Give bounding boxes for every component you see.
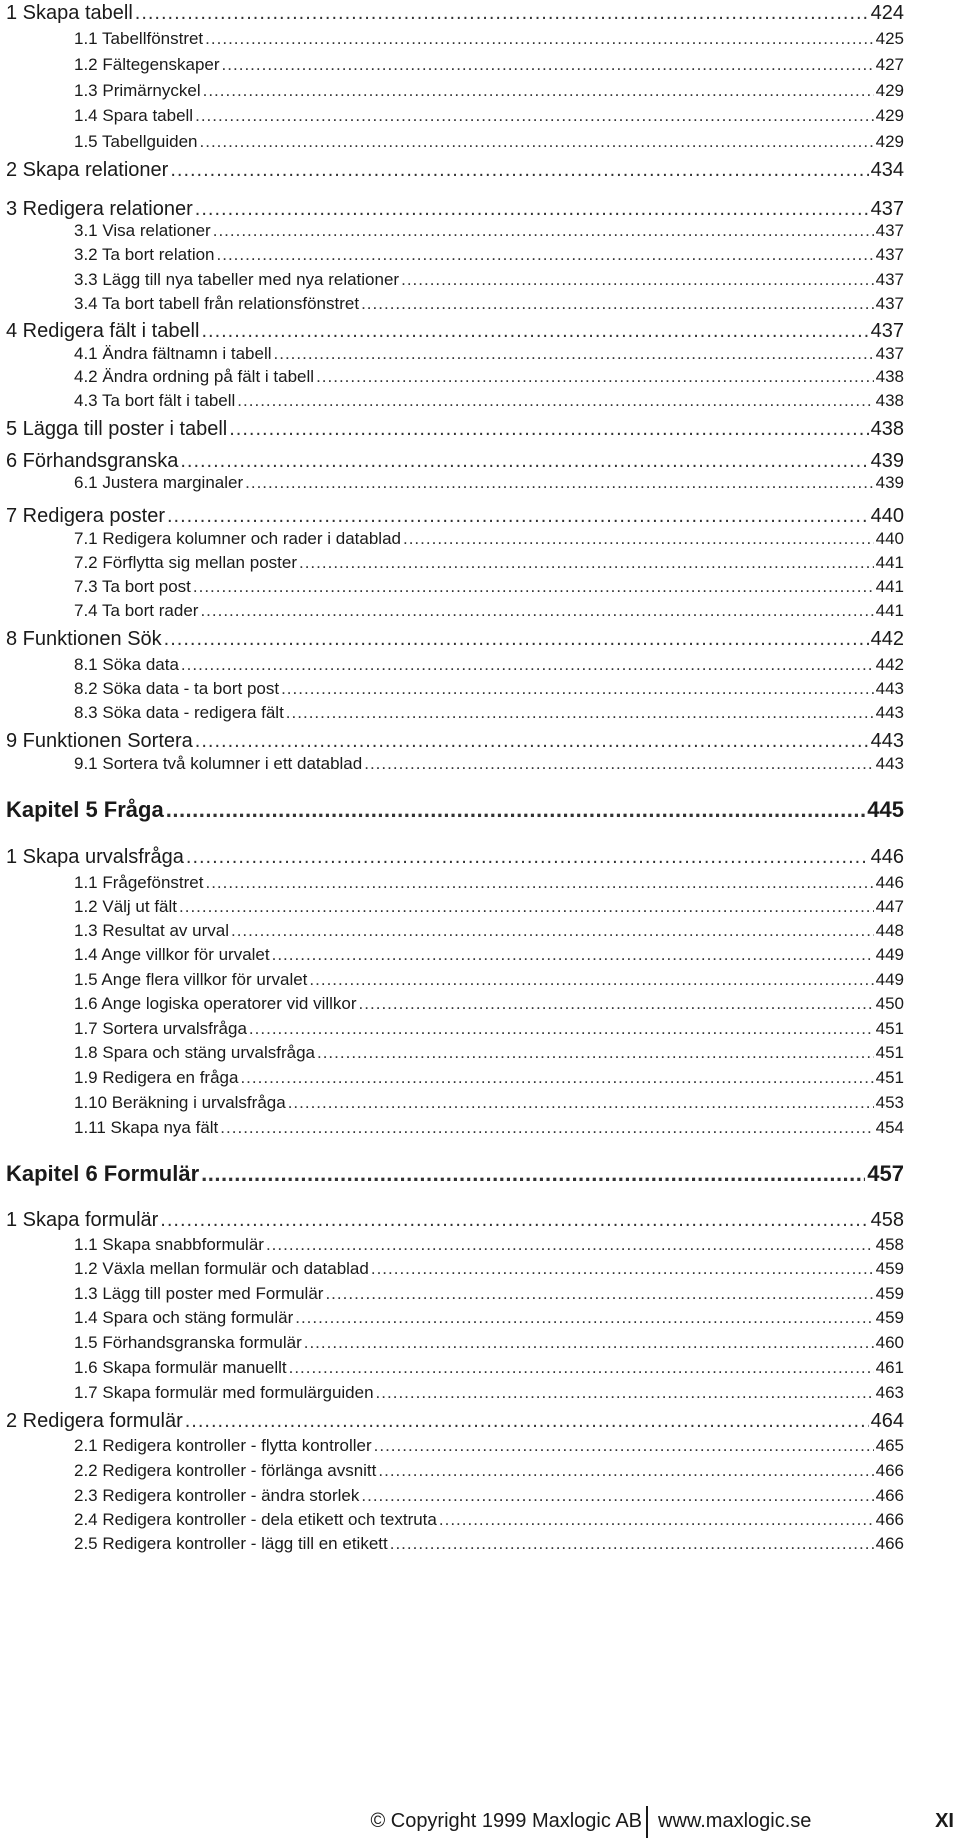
dot-leader xyxy=(195,731,869,751)
copyright-text: © Copyright 1999 Maxlogic AB xyxy=(370,1810,642,1832)
toc-entry-title: 4.1 Ändra fältnamn i tabell xyxy=(74,344,272,363)
dot-leader xyxy=(181,656,874,673)
toc-entry-page: 453 xyxy=(875,1093,904,1112)
toc-subsection[interactable] xyxy=(74,898,904,915)
toc-entry-page: 461 xyxy=(875,1358,904,1377)
toc-entry-title: 1.6 Skapa formulär manuellt xyxy=(74,1358,287,1377)
toc-entry-page: 449 xyxy=(875,945,904,964)
toc-entry-page: 458 xyxy=(875,1235,904,1254)
dot-leader xyxy=(374,1437,874,1454)
dot-leader xyxy=(167,506,869,526)
toc-entry-title: 8.3 Söka data - redigera fält xyxy=(74,703,284,722)
dot-leader xyxy=(217,246,874,263)
toc-entry-page: 446 xyxy=(875,873,904,892)
toc-entry-title: 2 Skapa relationer xyxy=(6,159,169,181)
toc-entry-page: 451 xyxy=(875,1068,904,1087)
toc-entry-page: 451 xyxy=(875,1043,904,1062)
toc-subsection[interactable] xyxy=(74,1462,904,1479)
toc-entry-page: 439 xyxy=(875,473,904,492)
toc-entry-title: 1.9 Redigera en fråga xyxy=(74,1068,239,1087)
toc-entry-title: 3 Redigera relationer xyxy=(6,198,193,220)
toc-subsection[interactable] xyxy=(74,1359,904,1376)
toc-subsection[interactable] xyxy=(74,222,904,239)
dot-leader xyxy=(180,451,868,471)
dot-leader xyxy=(245,474,873,491)
toc-entry-page: 465 xyxy=(875,1436,904,1455)
toc-entry-title: 1.7 Sortera urvalsfråga xyxy=(74,1019,247,1038)
toc-entry-title: 2.3 Redigera kontroller - ändra storlek xyxy=(74,1486,360,1505)
toc-subsection[interactable] xyxy=(74,246,904,263)
dot-leader xyxy=(289,1359,874,1376)
toc-entry-title: 6.1 Justera marginaler xyxy=(74,473,244,492)
toc-entry-page: 445 xyxy=(867,797,904,822)
dot-leader xyxy=(401,271,874,288)
toc-entry-title: 2.4 Redigera kontroller - dela etikett och textruta xyxy=(74,1510,437,1529)
dot-leader xyxy=(205,874,873,891)
dot-leader xyxy=(249,1020,874,1037)
toc-entry-title: 7.3 Ta bort post xyxy=(74,577,191,596)
toc-section[interactable] xyxy=(6,160,904,180)
toc-entry-page: 443 xyxy=(875,703,904,722)
toc-entry-page: 437 xyxy=(875,221,904,240)
toc-entry-page: 424 xyxy=(870,2,904,24)
toc-entry-title: 7 Redigera poster xyxy=(6,505,165,527)
toc-entry-page: 437 xyxy=(875,344,904,363)
toc-entry-title: 1.1 Frågefönstret xyxy=(74,873,204,892)
toc-subsection[interactable] xyxy=(74,656,904,673)
toc-subsection[interactable] xyxy=(74,874,904,891)
toc-entry-page: 449 xyxy=(875,970,904,989)
toc-subsection[interactable] xyxy=(74,1309,904,1326)
toc-entry-page: 443 xyxy=(870,730,904,752)
dot-leader xyxy=(359,995,874,1012)
toc-subsection[interactable] xyxy=(74,1384,904,1401)
toc-entry-page: 451 xyxy=(875,1019,904,1038)
toc-subsection[interactable] xyxy=(74,602,904,619)
toc-entry-page: 441 xyxy=(875,577,904,596)
toc-entry-page: 441 xyxy=(875,553,904,572)
toc-subsection[interactable] xyxy=(74,1236,904,1253)
dot-leader xyxy=(179,898,874,915)
toc-entry-page: 437 xyxy=(875,245,904,264)
toc-subsection[interactable] xyxy=(74,30,904,47)
dot-leader xyxy=(203,82,874,99)
toc-subsection[interactable] xyxy=(74,474,904,491)
toc-entry-page: 454 xyxy=(875,1118,904,1137)
dot-leader xyxy=(195,199,869,219)
dot-leader xyxy=(195,107,874,124)
website-link[interactable]: www.maxlogic.se xyxy=(658,1810,812,1832)
toc-subsection[interactable] xyxy=(74,1044,904,1061)
toc-entry-page: 440 xyxy=(870,505,904,527)
dot-leader xyxy=(193,578,874,595)
dot-leader xyxy=(439,1511,874,1528)
toc-entry-page: 459 xyxy=(875,1259,904,1278)
toc-entry-title: 8 Funktionen Sök xyxy=(6,628,162,650)
toc-entry-title: 2.5 Redigera kontroller - lägg till en etikett xyxy=(74,1534,388,1553)
toc-entry-page: 442 xyxy=(875,655,904,674)
toc-entry-page: 459 xyxy=(875,1308,904,1327)
toc-subsection[interactable] xyxy=(74,1069,904,1086)
dot-leader xyxy=(361,295,874,312)
toc-entry-page: 437 xyxy=(875,294,904,313)
dot-leader xyxy=(237,392,873,409)
dot-leader xyxy=(231,922,874,939)
toc-entry-title: 3.3 Lägg till nya tabeller med nya relationer xyxy=(74,270,400,289)
toc-subsection[interactable] xyxy=(74,922,904,939)
dot-leader xyxy=(371,1260,874,1277)
toc-entry-page: 459 xyxy=(875,1284,904,1303)
toc-entry-title: 1.10 Beräkning i urvalsfråga xyxy=(74,1093,286,1112)
toc-entry-title: 1.5 Ange flera villkor för urvalet xyxy=(74,970,308,989)
dot-leader xyxy=(309,971,873,988)
toc-entry-title: 1 Skapa tabell xyxy=(6,2,133,24)
toc-subsection[interactable] xyxy=(74,971,904,988)
toc-subsection[interactable] xyxy=(74,946,904,963)
toc-section[interactable] xyxy=(6,199,904,219)
toc-entry-title: 1.2 Växla mellan formulär och datablad xyxy=(74,1259,369,1278)
footer-divider xyxy=(646,1806,648,1838)
toc-entry-title: 7.4 Ta bort rader xyxy=(74,601,199,620)
toc-subsection[interactable] xyxy=(74,345,904,362)
dot-leader xyxy=(200,602,873,619)
dot-leader xyxy=(229,419,868,439)
dot-leader xyxy=(325,1285,873,1302)
toc-entry-title: 1.7 Skapa formulär med formulärguiden xyxy=(74,1383,374,1402)
toc-entry-title: 1.5 Förhandsgranska formulär xyxy=(74,1333,302,1352)
toc-entry-title: 1.3 Primärnyckel xyxy=(74,81,201,100)
dot-leader xyxy=(220,1119,873,1136)
dot-leader xyxy=(201,321,868,341)
toc-subsection[interactable] xyxy=(74,704,904,721)
toc-entry-page: 438 xyxy=(875,367,904,386)
toc-entry-page: 466 xyxy=(875,1486,904,1505)
toc-entry-title: 4.3 Ta bort fält i tabell xyxy=(74,391,236,410)
toc-subsection[interactable] xyxy=(74,1511,904,1528)
toc-section[interactable] xyxy=(6,731,904,751)
toc-subsection[interactable] xyxy=(74,392,904,409)
dot-leader xyxy=(286,704,874,721)
toc-entry-page: 437 xyxy=(870,320,904,342)
toc-entry-page: 429 xyxy=(875,106,904,125)
toc-subsection[interactable] xyxy=(74,1487,904,1504)
toc-section[interactable] xyxy=(6,419,904,439)
toc-entry-page: 466 xyxy=(875,1534,904,1553)
toc-entry-title: 1.2 Välj ut fält xyxy=(74,897,178,916)
toc-section[interactable] xyxy=(6,629,904,649)
dot-leader xyxy=(316,368,874,385)
toc-entry-title: 9.1 Sortera två kolumner i ett datablad xyxy=(74,754,363,773)
toc-subsection[interactable] xyxy=(74,1020,904,1037)
toc-section[interactable] xyxy=(6,847,904,867)
dot-leader xyxy=(403,530,874,547)
toc-entry-page: 438 xyxy=(870,418,904,440)
toc-entry-page: 460 xyxy=(875,1333,904,1352)
dot-leader xyxy=(164,629,869,649)
toc-subsection[interactable] xyxy=(74,1119,904,1136)
toc-subsection[interactable] xyxy=(74,271,904,288)
toc-subsection[interactable] xyxy=(74,1094,904,1111)
dot-leader xyxy=(378,1462,873,1479)
toc-subsection[interactable] xyxy=(74,554,904,571)
dot-leader xyxy=(295,1309,873,1326)
dot-leader xyxy=(266,1236,874,1253)
toc-entry-page: 446 xyxy=(870,846,904,868)
dot-leader xyxy=(160,1210,868,1230)
toc-entry-title: 1.3 Lägg till poster med Formulär xyxy=(74,1284,324,1303)
toc-entry-title: 5 Lägga till poster i tabell xyxy=(6,418,228,440)
toc-entry-title: 3.4 Ta bort tabell från relationsfönstret xyxy=(74,294,360,313)
toc-entry-title: 7.2 Förflytta sig mellan poster xyxy=(74,553,297,572)
toc-subsection[interactable] xyxy=(74,530,904,547)
toc-entry-page: 457 xyxy=(867,1161,904,1186)
dot-leader xyxy=(288,1094,874,1111)
toc-entry-title: 7.1 Redigera kolumner och rader i datablad xyxy=(74,529,401,548)
dot-leader xyxy=(274,345,874,362)
toc-entry-page: 440 xyxy=(875,529,904,548)
toc-entry-page: 447 xyxy=(875,897,904,916)
toc-entry-page: 429 xyxy=(875,81,904,100)
toc-subsection[interactable] xyxy=(74,133,904,150)
dot-leader xyxy=(205,30,873,47)
toc-entry-page: 466 xyxy=(875,1461,904,1480)
toc-entry-page: 443 xyxy=(875,679,904,698)
toc-entry-page: 437 xyxy=(875,270,904,289)
toc-entry-title: 1.2 Fältegenskaper xyxy=(74,55,220,74)
toc-entry-page: 463 xyxy=(875,1383,904,1402)
toc-subsection[interactable] xyxy=(74,1285,904,1302)
toc-entry-title: 1.1 Tabellfönstret xyxy=(74,29,204,48)
toc-section[interactable] xyxy=(6,1411,904,1431)
toc-entry-title: 2 Redigera formulär xyxy=(6,1410,183,1432)
toc-entry-title: 1.4 Spara och stäng formulär xyxy=(74,1308,294,1327)
page-number: XI xyxy=(935,1810,954,1832)
toc-entry-title: 9 Funktionen Sortera xyxy=(6,730,193,752)
dot-leader xyxy=(299,554,874,571)
toc-entry-page: 450 xyxy=(875,994,904,1013)
toc-entry-title: 1.5 Tabellguiden xyxy=(74,132,198,151)
toc-entry-title: 1.4 Spara tabell xyxy=(74,106,194,125)
toc-subsection[interactable] xyxy=(74,368,904,385)
toc-entry-title: 6 Förhandsgranska xyxy=(6,450,179,472)
toc-entry-title: 1 Skapa urvalsfråga xyxy=(6,846,184,868)
dot-leader xyxy=(272,946,874,963)
toc-entry-page: 437 xyxy=(870,198,904,220)
toc-subsection[interactable] xyxy=(74,1437,904,1454)
dot-leader xyxy=(200,133,874,150)
dot-leader xyxy=(304,1334,874,1351)
toc-entry-page: 429 xyxy=(875,132,904,151)
toc-entry-page: 466 xyxy=(875,1510,904,1529)
toc-entry-page: 427 xyxy=(875,55,904,74)
toc-subsection[interactable] xyxy=(74,295,904,312)
toc-subsection[interactable] xyxy=(74,1334,904,1351)
toc-entry-title: 1.1 Skapa snabbformulär xyxy=(74,1235,264,1254)
dot-leader xyxy=(185,1411,869,1431)
toc-section[interactable] xyxy=(6,506,904,526)
toc-subsection[interactable] xyxy=(74,56,904,73)
toc-entry-title: Kapitel 5 Fråga xyxy=(6,797,164,822)
toc-section[interactable] xyxy=(6,3,904,23)
page-footer xyxy=(0,1810,960,1840)
toc-subsection[interactable] xyxy=(74,1535,904,1552)
toc-entry-title: 8.1 Söka data xyxy=(74,655,179,674)
toc-subsection[interactable] xyxy=(74,755,904,772)
dot-leader xyxy=(135,3,869,23)
dot-leader xyxy=(201,1163,865,1185)
toc-subsection[interactable] xyxy=(74,578,904,595)
toc-subsection[interactable] xyxy=(74,995,904,1012)
toc-entry-title: 4 Redigera fält i tabell xyxy=(6,320,200,342)
dot-leader xyxy=(376,1384,874,1401)
toc-entry-page: 464 xyxy=(870,1410,904,1432)
toc-entry-page: 425 xyxy=(875,29,904,48)
dot-leader xyxy=(166,799,866,821)
dot-leader xyxy=(240,1069,873,1086)
dot-leader xyxy=(222,56,874,73)
toc-entry-title: 1.4 Ange villkor för urvalet xyxy=(74,945,270,964)
toc-subsection[interactable] xyxy=(74,1260,904,1277)
toc-entry-page: 439 xyxy=(870,450,904,472)
toc-subsection[interactable] xyxy=(74,82,904,99)
toc-entry-title: 3.1 Visa relationer xyxy=(74,221,211,240)
toc-entry-title: 3.2 Ta bort relation xyxy=(74,245,215,264)
toc-entry-title: 4.2 Ändra ordning på fält i tabell xyxy=(74,367,315,386)
dot-leader xyxy=(281,680,874,697)
toc-entry-title: 1.8 Spara och stäng urvalsfråga xyxy=(74,1043,315,1062)
toc-section[interactable] xyxy=(6,1210,904,1230)
toc-chapter[interactable] xyxy=(6,1163,904,1185)
toc-section[interactable] xyxy=(6,321,904,341)
toc-entry-page: 441 xyxy=(875,601,904,620)
dot-leader xyxy=(213,222,874,239)
dot-leader xyxy=(361,1487,873,1504)
toc-entry-title: 1.11 Skapa nya fält xyxy=(74,1118,219,1137)
toc-entry-title: 2.2 Redigera kontroller - förlänga avsnitt xyxy=(74,1461,377,1480)
toc-entry-page: 443 xyxy=(875,754,904,773)
toc-section[interactable] xyxy=(6,451,904,471)
toc-entry-title: 1 Skapa formulär xyxy=(6,1209,159,1231)
toc-entry-title: 8.2 Söka data - ta bort post xyxy=(74,679,280,698)
toc-chapter[interactable] xyxy=(6,799,904,821)
toc-subsection[interactable] xyxy=(74,680,904,697)
toc-entry-page: 448 xyxy=(875,921,904,940)
dot-leader xyxy=(170,160,868,180)
toc-entry-title: 2.1 Redigera kontroller - flytta kontroller xyxy=(74,1436,372,1455)
dot-leader xyxy=(317,1044,874,1061)
toc-entry-page: 438 xyxy=(875,391,904,410)
toc-subsection[interactable] xyxy=(74,107,904,124)
toc-entry-title: 1.3 Resultat av urval xyxy=(74,921,229,940)
dot-leader xyxy=(186,847,869,867)
toc-entry-page: 434 xyxy=(870,159,904,181)
toc-entry-title: Kapitel 6 Formulär xyxy=(6,1161,200,1186)
toc-entry-page: 458 xyxy=(870,1209,904,1231)
toc-entry-page: 442 xyxy=(870,628,904,650)
toc-entry-title: 1.6 Ange logiska operatorer vid villkor xyxy=(74,994,357,1013)
dot-leader xyxy=(390,1535,874,1552)
dot-leader xyxy=(364,755,873,772)
